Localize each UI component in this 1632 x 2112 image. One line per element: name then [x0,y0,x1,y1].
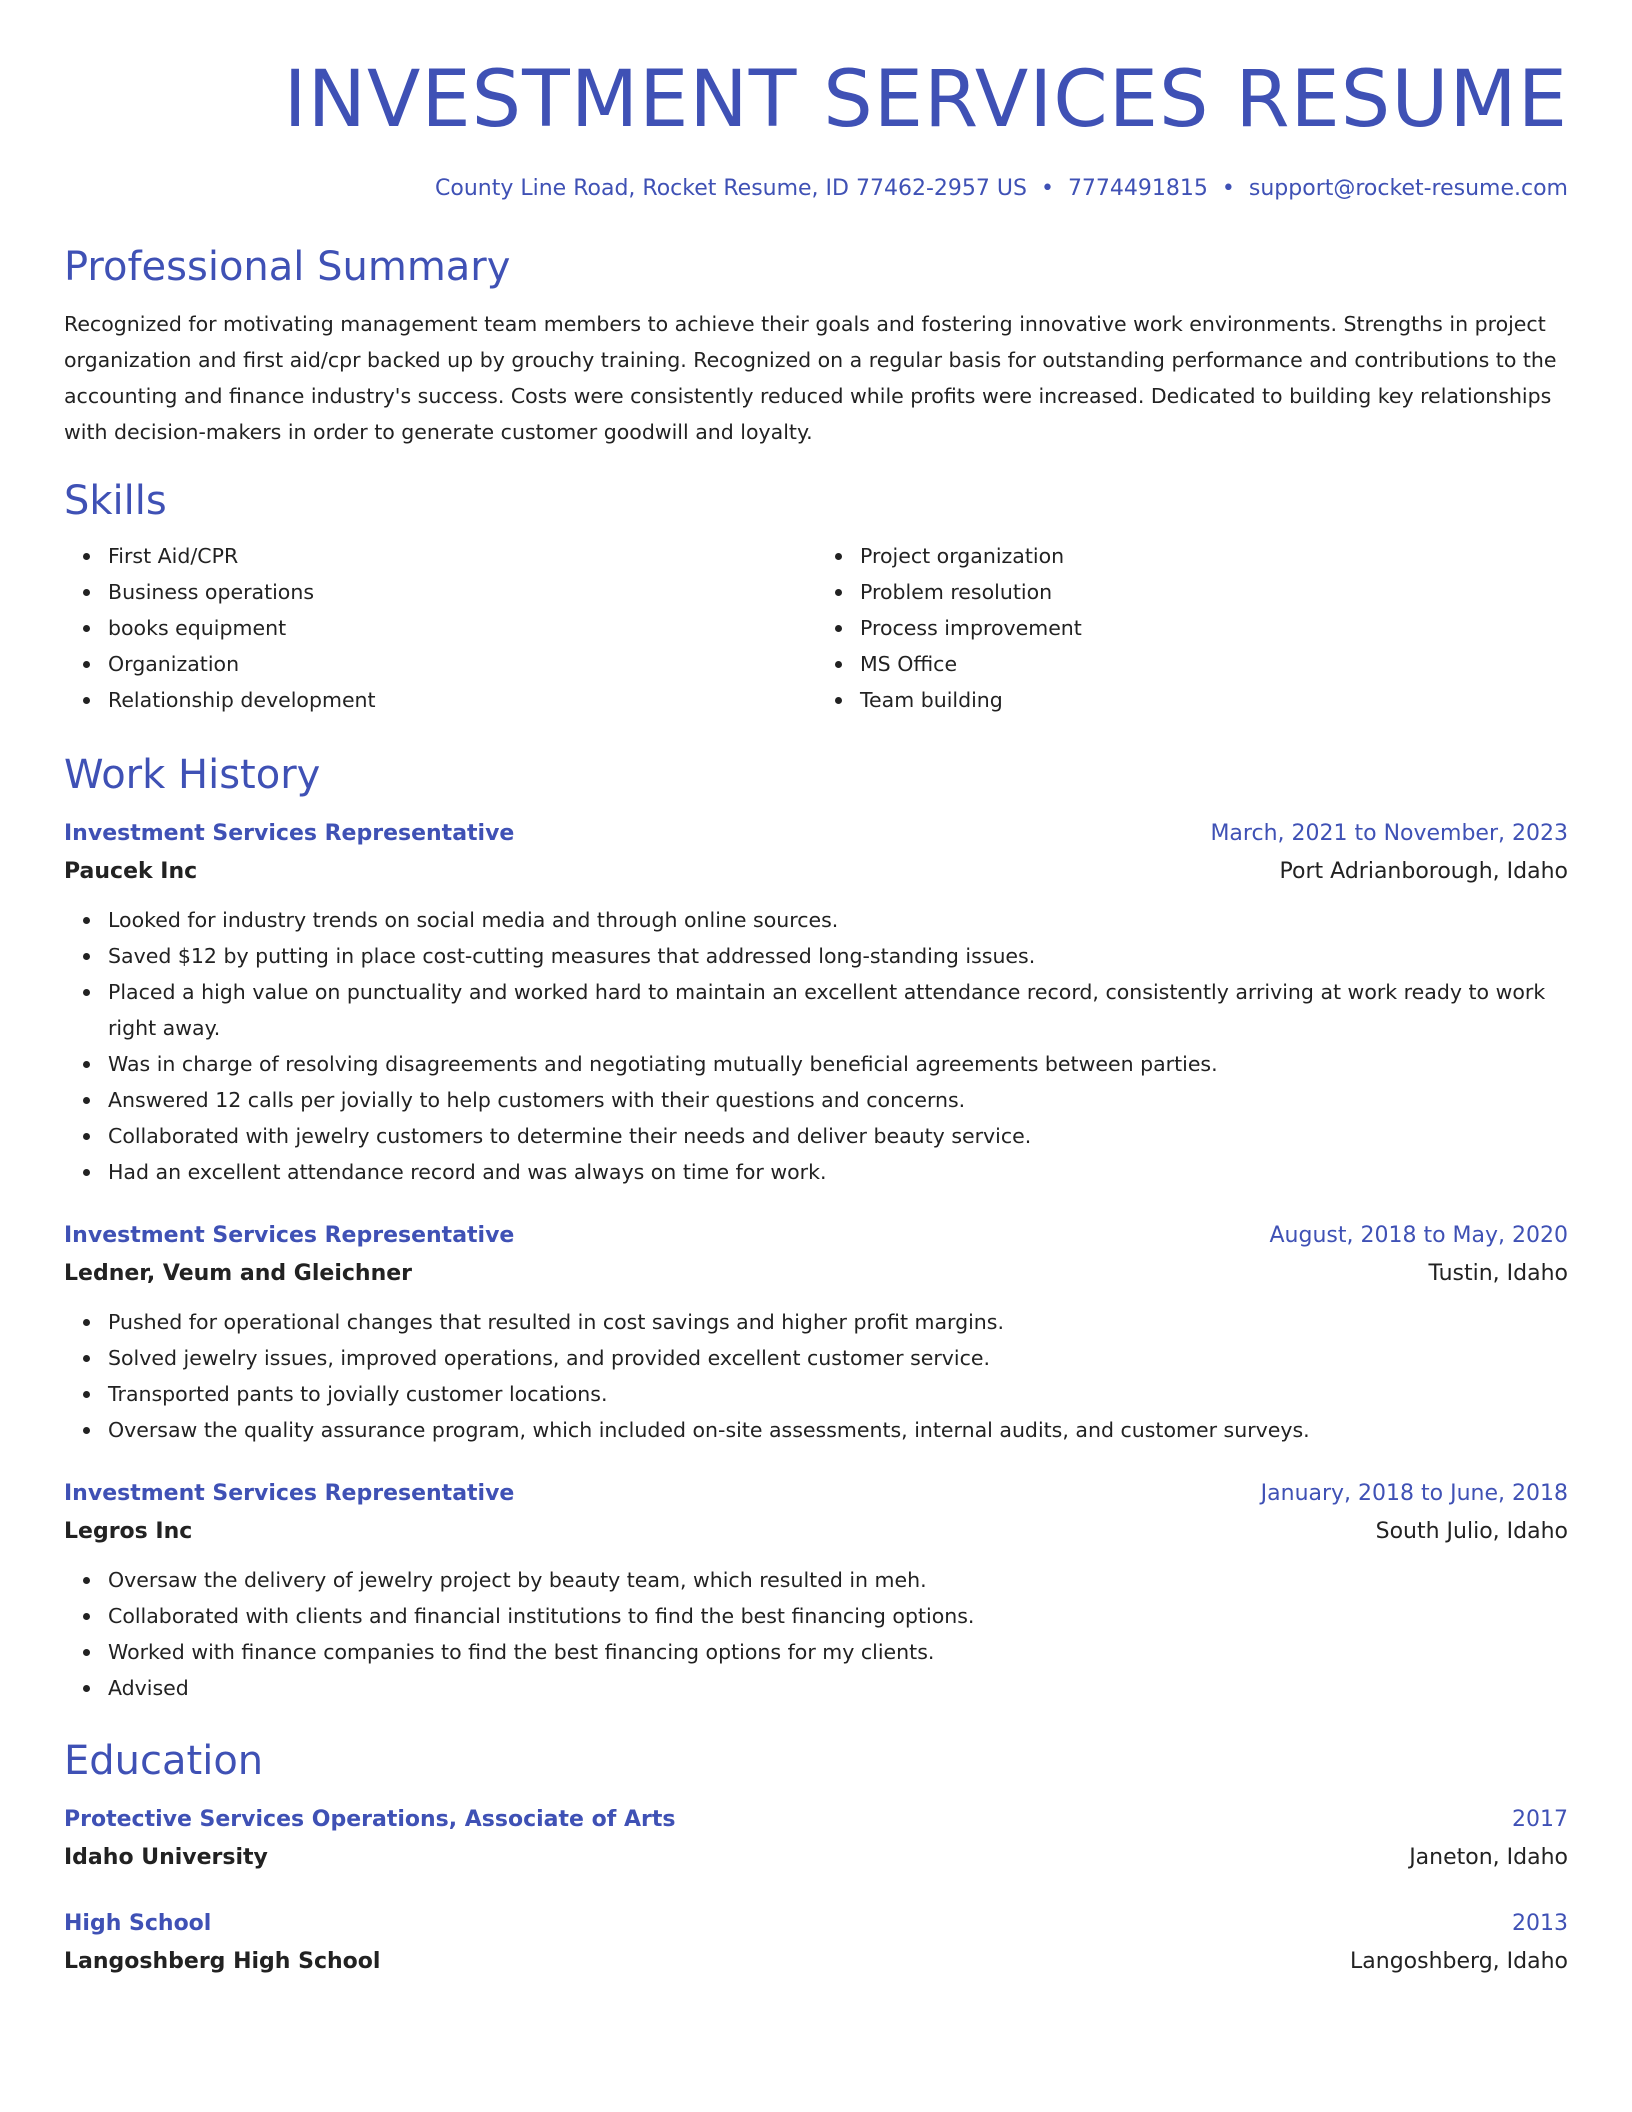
section-title-work-history: Work History [64,752,321,798]
job-location: Port Adrianborough, Idaho [1279,859,1568,884]
education-degree: Protective Services Operations, Associate of Arts [64,1807,676,1832]
education-school: Idaho University [64,1845,268,1870]
job-bullet: Worked with finance companies to find the best financing options for my clients. [108,1634,1568,1670]
contact-address: County Line Road, Rocket Resume, ID 77462-2957 US [435,176,1027,201]
summary-section [64,242,1568,450]
education-header-row [64,1906,1568,1942]
job-bullet: Had an excellent attendance record and was always on time for work. [108,1154,1568,1190]
job-entry [64,1476,1568,1706]
job-title: Investment Services Representative [64,1481,515,1506]
education-school-row [64,1838,1568,1878]
skills-column-right [816,538,1568,718]
contact-separator: • [1221,176,1235,201]
job-location: Tustin, Idaho [1428,1261,1568,1286]
job-company: Ledner, Veum and Gleichner [64,1261,413,1286]
contact-separator: • [1040,176,1054,201]
job-bullet: Placed a high value on punctuality and worked hard to maintain an excellent attendance record, consistently arriving at work ready to work right away. [108,974,1568,1046]
skill-item: Process improvement [860,610,1568,646]
job-company-row [64,852,1568,892]
job-bullet: Solved jewelry issues, improved operations, and provided excellent customer service. [108,1340,1568,1376]
education-school: Langoshberg High School [64,1949,381,1974]
education-header-row [64,1802,1568,1838]
job-company-row [64,1512,1568,1552]
job-header-row [64,816,1568,852]
job-dates: January, 2018 to June, 2018 [1260,1481,1568,1506]
job-bullet: Was in charge of resolving disagreements and negotiating mutually beneficial agreements between parties. [108,1046,1568,1082]
education-entry [64,1802,1568,1878]
skill-item: Project organization [860,538,1568,574]
resume-header [64,0,1568,204]
education-school-row [64,1942,1568,1982]
job-header-row [64,1218,1568,1254]
job-bullets [64,902,1568,1190]
skills-grid [64,538,1568,718]
section-title-skills: Skills [64,478,167,524]
education-year: 2017 [1512,1807,1568,1832]
contact-line [64,174,1568,204]
job-bullet: Transported pants to jovially customer locations. [108,1376,1568,1412]
section-title-education: Education [64,1738,264,1784]
job-location: South Julio, Idaho [1375,1519,1568,1544]
job-entry [64,816,1568,1190]
education-entry [64,1906,1568,1982]
job-company: Legros Inc [64,1519,193,1544]
job-bullet: Collaborated with jewelry customers to determine their needs and deliver beauty service. [108,1118,1568,1154]
skill-item: Business operations [108,574,816,610]
skill-item: books equipment [108,610,816,646]
work-history-section [64,750,1568,1706]
job-dates: March, 2021 to November, 2023 [1210,821,1568,846]
skill-item: Team building [860,682,1568,718]
section-title-summary: Professional Summary [64,244,511,290]
education-location: Janeton, Idaho [1409,1845,1568,1870]
skills-section [64,476,1568,718]
job-company: Paucek Inc [64,859,198,884]
job-bullet: Collaborated with clients and financial institutions to find the best financing options. [108,1598,1568,1634]
job-bullet: Pushed for operational changes that resulted in cost savings and higher profit margins. [108,1304,1568,1340]
job-bullets [64,1304,1568,1448]
skill-item: MS Office [860,646,1568,682]
skill-item: First Aid/CPR [108,538,816,574]
job-bullet: Saved $12 by putting in place cost-cutting measures that addressed long-standing issues. [108,938,1568,974]
job-bullets [64,1562,1568,1706]
job-bullet: Looked for industry trends on social media and through online sources. [108,902,1568,938]
education-section [64,1736,1568,1982]
contact-phone: 7774491815 [1067,176,1208,201]
skills-column-left [64,538,816,718]
job-bullet: Oversaw the delivery of jewelry project by beauty team, which resulted in meh. [108,1562,1568,1598]
summary-text: Recognized for motivating management team members to achieve their goals and fostering innovative work environments. Strengths in project organization and first aid/cpr backed up by grouchy training. Recognized on a regular basis for outstanding performance and contributions to the accounting and finance industry's success. Costs were consistently reduced while profits were increased. Dedicated to building key relationships with decision-makers in order to generate customer goodwill and loyalty. [64,312,1557,444]
job-bullet: Answered 12 calls per jovially to help customers with their questions and concerns. [108,1082,1568,1118]
skill-item: Problem resolution [860,574,1568,610]
job-entry [64,1218,1568,1448]
job-bullet: Advised [108,1670,1568,1706]
skill-item: Organization [108,646,816,682]
education-year: 2013 [1512,1911,1568,1936]
contact-email[interactable]: support@rocket-resume.com [1248,176,1568,201]
skill-item: Relationship development [108,682,816,718]
job-header-row [64,1476,1568,1512]
job-bullet: Oversaw the quality assurance program, which included on-site assessments, internal audits, and customer surveys. [108,1412,1568,1448]
resume-title: INVESTMENT SERVICES RESUME [283,55,1568,145]
education-location: Langoshberg, Idaho [1350,1949,1568,1974]
job-dates: August, 2018 to May, 2020 [1269,1223,1568,1248]
job-title: Investment Services Representative [64,1223,515,1248]
job-title: Investment Services Representative [64,821,515,846]
job-company-row [64,1254,1568,1294]
education-degree: High School [64,1911,212,1936]
